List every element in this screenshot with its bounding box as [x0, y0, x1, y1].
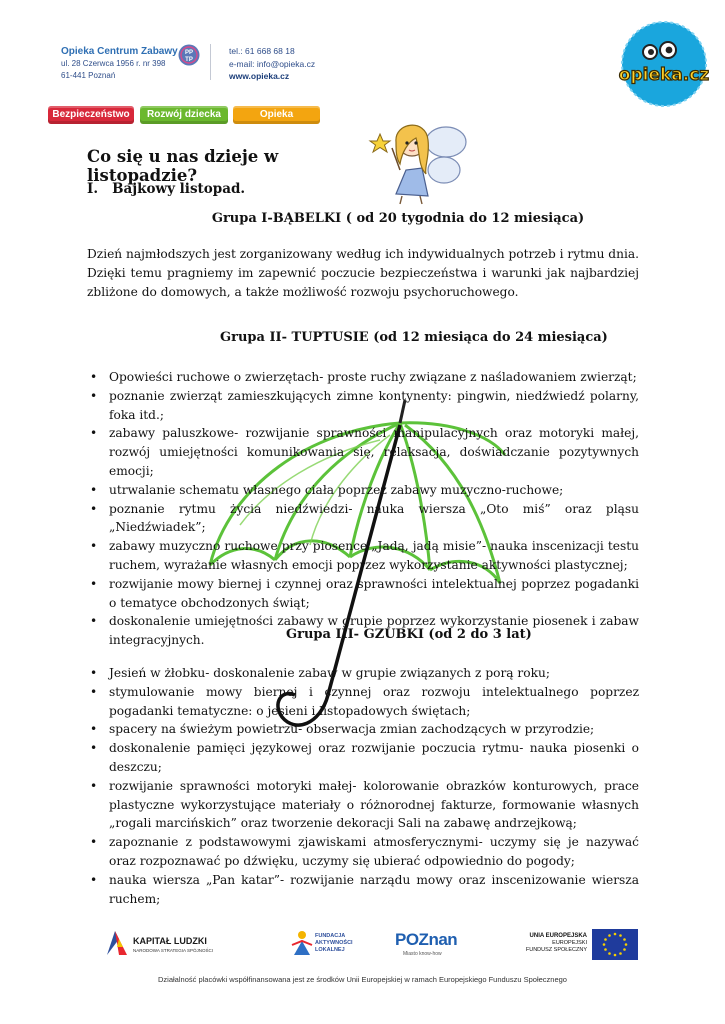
group3-list — [87, 664, 639, 908]
group1-paragraph: Dzień najmłodszych jest zorganizowany według ich indywidualnych potrzeb i rytmu dnia. Dzięki temu pragniemy im zapewnić poczucie bezpieczeństwa i warunki jak najbardziej zbliżone do domowych, a także możliwość rozwoju psychoruchowego. — [87, 247, 639, 299]
badge-text: PP — [184, 50, 194, 56]
fal-line3: LOKALNEJ — [315, 947, 345, 953]
company-address-line1: ul. 28 Czerwca 1956 r. nr 398 — [61, 59, 166, 68]
list-item: • poznanie zwierząt zamieszkujących zimne kontynenty: pingwin, niedźwiedź polarny, foka itd.; — [87, 387, 639, 425]
list-item: • poznanie rytmu życia niedźwiedzi- nauka wiersza „Oto miś” oraz pląsu „Niedźwiadek”; — [87, 500, 639, 538]
poznan-logo — [395, 928, 465, 962]
svg-text:TP: TP — [185, 57, 193, 63]
unia-europejska-text — [515, 932, 587, 954]
company-name: Opieka Centrum Zabawy — [61, 46, 178, 57]
company-address-line2: 61-441 Poznań — [61, 71, 116, 80]
opieka-logo[interactable] — [612, 18, 712, 108]
header-company-block — [61, 45, 181, 82]
poznan-wordmark: POZnan — [395, 930, 458, 949]
contact-email[interactable]: e-mail: info@opieka.cz — [229, 58, 316, 69]
kapital-ludzki-logo — [105, 927, 215, 961]
group2-heading: Grupa II- TUPTUSIE (od 12 miesiąca do 24 miesiąca) — [220, 330, 608, 345]
list-item: • utrwalanie schematu własnego ciała poprzez zabawy muzyczno-ruchowe; — [87, 481, 639, 500]
list-item: • Opowieści ruchowe o zwierzętach- proste ruchy związane z naśladowaniem zwierząt; — [87, 368, 639, 387]
group1-heading: Grupa I-BĄBELKI ( od 20 tygodnia do 12 miesiąca) — [211, 211, 585, 226]
nav-button-rozwoj-dziecka[interactable]: Rozwój dziecka — [140, 106, 228, 124]
list-item: • stymulowanie mowy biernej i czynnej oraz rozwoju intelektualnego poprzez pogadanki tematyczne: o jesieni i listopadowych świętach; — [87, 683, 639, 721]
kl-subtitle: NARODOWA STRATEGIA SPÓJNOŚCI — [133, 948, 214, 953]
group2-list — [87, 368, 639, 650]
group3-heading: Grupa III- GZUBKI (od 2 do 3 lat) — [286, 627, 532, 642]
section-heading-bajkowy-listopad: I. Bajkowy listopad. — [87, 181, 246, 197]
header-divider-1 — [210, 44, 211, 80]
header-contact-block — [229, 45, 359, 83]
contact-website[interactable]: www.opieka.cz — [229, 71, 290, 81]
nav-button-opieka[interactable]: Opieka — [233, 106, 320, 124]
list-item: • spacery na świeżym powietrzu- obserwacja zmian zachodzących w przyrodzie; — [87, 720, 639, 739]
nav-button-bezpieczenstwo[interactable]: Bezpieczeństwo — [48, 106, 134, 124]
eu-flag-icon — [592, 929, 638, 960]
logo-text: opieka.cz — [618, 65, 710, 85]
ue-sub2: FUNDUSZ SPOŁECZNY — [525, 947, 587, 953]
contact-phone: tel.: 61 668 68 18 — [229, 46, 295, 56]
list-item: • zabawy muzyczno ruchowe przy piosence „Jadą, jadą misie”- nauka inscenizacji testu ruchem, wyrażanie własnych emocji poprzez wykorzystanie aktywności plastycznej; — [87, 537, 639, 575]
ue-title: UNIA EUROPEJSKA — [529, 933, 587, 939]
poznan-slogan: Miasto know-how — [403, 951, 442, 957]
kl-title: KAPITAŁ LUDZKI — [133, 936, 207, 946]
fundacja-aktywnosci-lokalnej-logo — [290, 927, 360, 961]
list-item: • zabawy paluszkowe- rozwijanie sprawności manipulacyjnych oraz motoryki małej, rozwój umiejętności komunikowania się, relaksacja, doświadczanie pozytywnych emocji; — [87, 424, 639, 480]
page-title: Co się u nas dzieje w listopadzie? — [87, 147, 279, 185]
list-item: • doskonalenie pamięci językowej oraz rozwijanie poczucia rytmu- nauka piosenki o deszczu; — [87, 739, 639, 777]
fal-line1: FUNDACJA — [315, 933, 346, 939]
ue-sub1: EUROPEJSKI — [552, 940, 587, 946]
list-item: • zapoznanie z podstawowymi zjawiskami atmosferycznymi- uczymy się je nazywać oraz rozpoznawać po dźwięku, uczymy się ubierać odpowiednio do pogody; — [87, 833, 639, 871]
footer-funding-note: Działalność placówki współfinansowana jest ze środków Unii Europejskiej w ramach Europejskiego Funduszu Społecznego — [158, 975, 567, 984]
list-item: • rozwijanie mowy biernej i czynnej oraz sprawności intelektualnej poprzez pogadanki o tematyce obchodzonych świąt; — [87, 575, 639, 613]
fairy-illustration — [366, 112, 470, 208]
fal-line2: AKTYWNOŚCI — [315, 940, 353, 946]
list-item: • doskonalenie umiejętności zabawy w grupie poprzez wykorzystanie piosenek i zabaw integracyjnych. — [87, 612, 639, 650]
list-item: • nauka wiersza „Pan katar”- rozwijanie narządu mowy oraz inscenizowanie wiersza ruchem; — [87, 871, 639, 909]
list-item: • Jesień w żłobku- doskonalenie zabaw w grupie związanych z porą roku; — [87, 664, 639, 683]
list-item: • rozwijanie sprawności motoryki małej- kolorowanie obrazków konturowych, prace plastyczne wykorzystujące materiały o różnorodnej fakturze, formowanie własnych „rogali marcińskich” oraz tworzenie dekoracji Sali na zabawę andrzejkową; — [87, 777, 639, 833]
pptp-badge-logo — [178, 44, 200, 66]
